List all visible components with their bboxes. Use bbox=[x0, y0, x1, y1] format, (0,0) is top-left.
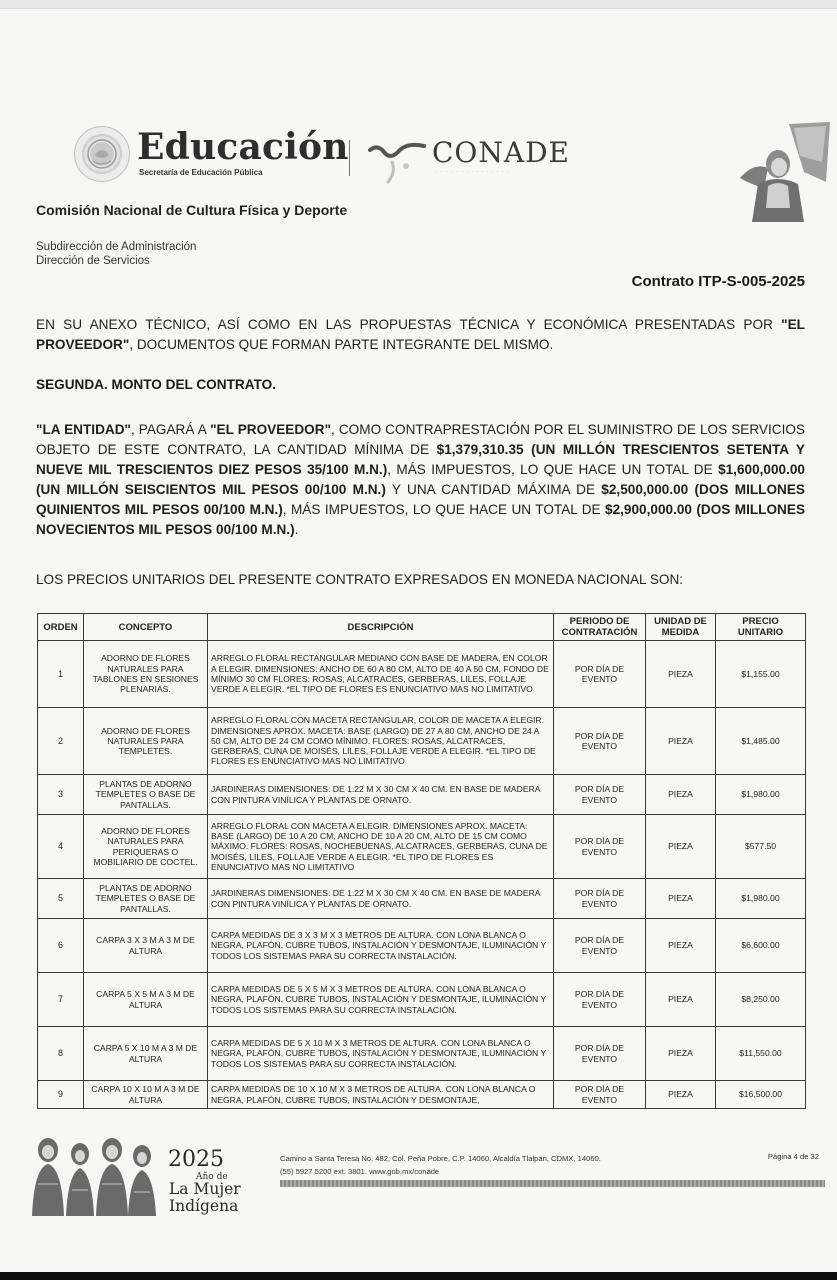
cell-precio: $11,550.00 bbox=[716, 1027, 806, 1081]
conade-logo-title: CONADE bbox=[432, 136, 570, 169]
cell-unidad: PIEZA bbox=[646, 708, 716, 775]
provider-term: "EL PROVEEDOR" bbox=[36, 317, 805, 352]
cell-precio: $16,500.00 bbox=[716, 1081, 806, 1109]
cell-precio: $6,600.00 bbox=[716, 919, 806, 973]
footer-mujer-line1: La Mujer bbox=[169, 1180, 241, 1198]
cell-unidad: PIEZA bbox=[646, 1027, 716, 1081]
annex-text-c: , DOCUMENTOS QUE FORMAN PARTE INTEGRANTE DEL MISMO. bbox=[129, 337, 554, 352]
amount-text-4: , COMO CONTRAPRESTACIÓN POR EL SUMINISTRO DE LOS SERVICIOS OBJETO DE ESTE CONTRATO, LA CANTIDAD MÍNIMA DE bbox=[36, 422, 805, 457]
direccion-label: Dirección de Servicios bbox=[36, 255, 150, 267]
amount-text-12: . bbox=[294, 522, 299, 537]
header-unidad: UNIDAD DE MEDIDA bbox=[646, 614, 716, 641]
cell-descripcion: CARPA MEDIDAS DE 3 X 3 M X 3 METROS DE ALTURA. CON LONA BLANCA O NEGRA, PLAFÓN, CUBRE TUBOS, INSTALACIÓN Y DESMONTAJE, ILUMINACIÓN Y TODOS LOS SISTEMAS PARA SU CORRECTA INSTALACIÓN. bbox=[208, 919, 554, 973]
cell-orden: 5 bbox=[38, 879, 84, 919]
annex-paragraph bbox=[36, 315, 805, 355]
maximum-total: $2,900,000.00 (DOS MILLONES NOVECIENTOS MIL PESOS 00/100 M.N.) bbox=[36, 502, 806, 537]
cell-concepto: ADORNO DE FLORES NATURALES PARA TABLONES EN SESIONES PLENARIAS. bbox=[84, 641, 208, 708]
header-orden: ORDEN bbox=[38, 614, 84, 641]
amount-text-2: , PAGARÁ A bbox=[130, 422, 211, 437]
amount-text-10: , MÁS IMPUESTOS, LO QUE HACE UN TOTAL DE bbox=[282, 502, 606, 517]
cell-descripcion: ARREGLO FLORAL CON MACETA A ELEGIR. DIMENSIONES APROX. MACETA: BASE (LARGO) DE 10 A 20 CM, ANCHO DE 10 A 20 CM, ALTO DE 15 CM COMO MÁXIMO. FLORES: ROSAS, NOCHEBUENAS, ALCATRACES, GERBERAS, CUNA DE MOISÉS, LILES, FOLLAJE VERDE A ELEGIR. *EL TIPO DE FLORES ES ENUNCIATIVO MAS NO LIMITATIVO bbox=[208, 815, 554, 879]
entity-term: "LA ENTIDAD" bbox=[36, 422, 131, 437]
footer-decorative-band bbox=[280, 1180, 825, 1187]
cell-descripcion: ARREGLO FLORAL RECTANGULAR MEDIANO CON BASE DE MADERA, EN COLOR A ELEGIR. DIMENSIONES: ANCHO DE 60 A 80 CM, ALTO DE 40 A 50 CM, FONDO DE MÍNIMO 30 CM FLORES: ROSAS, ALCATRACES, GERBERAS, LILES, FOLLAJE VERDE A ELEGIR. *EL TIPO DE FLORES ES ENUNCIATIVO MAS NO LIMITATIVO bbox=[208, 641, 554, 708]
cell-precio: $1,155.00 bbox=[716, 641, 806, 708]
commission-name: Comisión Nacional de Cultura Física y Deporte bbox=[36, 202, 348, 218]
cell-descripcion: ARREGLO FLORAL CON MACETA RECTANGULAR, COLOR DE MACETA A ELEGIR. DIMENSIONES APROX. MACETA: BASE (LARGO) DE 27 A 80 CM, ANCHO DE 24 A 50 CM, ALTO DE 24 CM COMO MÍNIMO. FLORES: ROSAS, ALCATRACES, GERBERAS, CUNA DE MOISÉS, LILES, FOLLAJE VERDE A ELEGIR. *EL TIPO DE FLORES ES ENUNCIATIVO MAS NO LIMITATIVO bbox=[208, 708, 554, 775]
cell-orden: 3 bbox=[38, 775, 84, 815]
footer-ano-de: Año de bbox=[196, 1172, 228, 1182]
table-row bbox=[38, 1081, 806, 1109]
footer-address bbox=[280, 1152, 601, 1178]
cell-periodo: POR DÍA DE EVENTO bbox=[554, 1027, 646, 1081]
unit-price-table bbox=[37, 613, 806, 1109]
footer-address-line: Camino a Santa Teresa No. 482, Col. Peña Pobre, C.P. 14060, Alcaldía Tlalpan, CDMX, 14060. bbox=[280, 1154, 601, 1163]
cell-descripcion: JARDINERAS DIMENSIONES: DE 1.22 M X 30 CM X 40 CM. EN BASE DE MADERA CON PINTURA VINÍLICA Y PLANTAS DE ORNATO. bbox=[208, 775, 554, 815]
cell-concepto: CARPA 10 X 10 M A 3 M DE ALTURA bbox=[84, 1081, 208, 1109]
cell-unidad: PIEZA bbox=[646, 1081, 716, 1109]
cell-orden: 8 bbox=[38, 1027, 84, 1081]
minimum-total: $1,600,000.00 (UN MILLÓN SEISCIENTOS MIL PESOS 00/100 M.N.) bbox=[36, 462, 805, 497]
contract-number: Contrato ITP-S-005-2025 bbox=[631, 273, 805, 290]
cell-orden: 1 bbox=[38, 641, 84, 708]
cell-concepto: ADORNO DE FLORES NATURALES PARA TEMPLETES. bbox=[84, 708, 208, 775]
cell-descripcion: JARDINERAS DIMENSIONES: DE 1.22 M X 30 CM X 40 CM. EN BASE DE MADERA CON PINTURA VINÍLICA Y PLANTAS DE ORNATO. bbox=[208, 879, 554, 919]
table-row bbox=[38, 1027, 806, 1081]
cell-precio: $1,980.00 bbox=[716, 775, 806, 815]
cell-unidad: PIEZA bbox=[646, 641, 716, 708]
cell-orden: 4 bbox=[38, 815, 84, 879]
cell-precio: $577.50 bbox=[716, 815, 806, 879]
amount-text-8: Y UNA CANTIDAD MÁXIMA DE bbox=[385, 482, 602, 497]
cell-precio: $1,485.00 bbox=[716, 708, 806, 775]
table-row bbox=[38, 708, 806, 775]
table-row bbox=[38, 879, 806, 919]
header-periodo: PERIODO DE CONTRATACIÓN bbox=[554, 614, 646, 641]
table-row bbox=[38, 973, 806, 1027]
conade-logo-icon bbox=[366, 136, 430, 186]
footer-contact-line: (55) 5927 5200 ext. 3801. www.gob.mx/conade bbox=[280, 1167, 440, 1176]
footer-mujer-indigena bbox=[169, 1181, 241, 1215]
indigenous-women-illustration-icon bbox=[28, 1128, 160, 1216]
table-row bbox=[38, 919, 806, 973]
national-seal-icon bbox=[74, 126, 130, 182]
heroine-portrait-icon bbox=[734, 122, 834, 226]
cell-orden: 9 bbox=[38, 1081, 84, 1109]
cell-periodo: POR DÍA DE EVENTO bbox=[554, 1081, 646, 1109]
cell-unidad: PIEZA bbox=[646, 973, 716, 1027]
cell-orden: 6 bbox=[38, 919, 84, 973]
amount-paragraph bbox=[36, 420, 805, 540]
cell-unidad: PIEZA bbox=[646, 815, 716, 879]
header-concepto: CONCEPTO bbox=[84, 614, 208, 641]
table-row bbox=[38, 641, 806, 708]
cell-descripcion: CARPA MEDIDAS DE 5 X 5 M X 3 METROS DE ALTURA. CON LONA BLANCA O NEGRA, PLAFÓN, CUBRE TUBOS, INSTALACIÓN Y DESMONTAJE, ILUMINACIÓN Y TODOS LOS SISTEMAS PARA SU CORRECTA INSTALACIÓN. bbox=[208, 973, 554, 1027]
logo-divider bbox=[349, 140, 350, 176]
minimum-amount: $1,379,310.35 (UN MILLÓN TRESCIENTOS SETENTA Y NUEVE MIL TRESCIENTOS DIEZ PESOS 35/100 M.N.) bbox=[36, 442, 805, 477]
top-edge bbox=[0, 0, 837, 9]
maximum-amount: $2,500,000.00 (DOS MILLONES QUINIENTOS MIL PESOS 00/100 M.N.) bbox=[36, 482, 805, 517]
cell-descripcion: CARPA MEDIDAS DE 5 X 10 M X 3 METROS DE ALTURA. CON LONA BLANCA O NEGRA, PLAFÓN, CUBRE TUBOS, INSTALACIÓN Y DESMONTAJE, ILUMINACIÓN Y TODOS LOS SISTEMAS PARA SU CORRECTA INSTALACIÓN. bbox=[208, 1027, 554, 1081]
table-header-row bbox=[38, 614, 806, 641]
cell-orden: 7 bbox=[38, 973, 84, 1027]
cell-concepto: CARPA 3 X 3 M A 3 M DE ALTURA bbox=[84, 919, 208, 973]
header-descripcion: DESCRIPCIÓN bbox=[208, 614, 554, 641]
cell-concepto: PLANTAS DE ADORNO TEMPLETES O BASE DE PANTALLAS. bbox=[84, 775, 208, 815]
department-block bbox=[36, 240, 196, 268]
cell-concepto: PLANTAS DE ADORNO TEMPLETES O BASE DE PANTALLAS. bbox=[84, 879, 208, 919]
conade-logo-tagline: · · · · · · · · · · · · · · · bbox=[436, 169, 510, 175]
page-number: Página 4 de 32 bbox=[767, 1152, 819, 1161]
amount-text-6: , MÁS IMPUESTOS, LO QUE HACE UN TOTAL DE bbox=[387, 462, 719, 477]
annex-text-a: EN SU ANEXO TÉCNICO, ASÍ COMO EN LAS PROPUESTAS TÉCNICA Y ECONÓMICA PRESENTADAS POR bbox=[36, 317, 782, 332]
cell-periodo: POR DÍA DE EVENTO bbox=[554, 708, 646, 775]
cell-orden: 2 bbox=[38, 708, 84, 775]
footer-year: 2025 bbox=[168, 1147, 224, 1172]
cell-precio: $8,250.00 bbox=[716, 973, 806, 1027]
cell-concepto: ADORNO DE FLORES NATURALES PARA PERIQUERAS O MOBILIARIO DE COCTEL. bbox=[84, 815, 208, 879]
section-heading: SEGUNDA. MONTO DEL CONTRATO. bbox=[36, 377, 276, 392]
table-row bbox=[38, 815, 806, 879]
cell-periodo: POR DÍA DE EVENTO bbox=[554, 775, 646, 815]
cell-periodo: POR DÍA DE EVENTO bbox=[554, 919, 646, 973]
education-logo-subtitle: Secretaría de Educación Pública bbox=[139, 168, 263, 177]
footer-mujer-line2: Indígena bbox=[169, 1197, 239, 1215]
cell-descripcion: CARPA MEDIDAS DE 10 X 10 M X 3 METROS DE ALTURA. CON LONA BLANCA O NEGRA, PLAFÓN, CUBRE TUBOS, INSTALACIÓN Y DESMONTAJE, bbox=[208, 1081, 554, 1109]
education-logo-title: Educación bbox=[137, 126, 349, 168]
cell-unidad: PIEZA bbox=[646, 919, 716, 973]
cell-unidad: PIEZA bbox=[646, 775, 716, 815]
subdireccion-label: Subdirección de Administración bbox=[36, 241, 197, 253]
provider-term-2: "EL PROVEEDOR" bbox=[210, 422, 332, 437]
header-precio: PRECIO UNITARIO bbox=[716, 614, 806, 641]
cell-periodo: POR DÍA DE EVENTO bbox=[554, 641, 646, 708]
prices-intro: LOS PRECIOS UNITARIOS DEL PRESENTE CONTRATO EXPRESADOS EN MONEDA NACIONAL SON: bbox=[36, 572, 684, 587]
cell-periodo: POR DÍA DE EVENTO bbox=[554, 879, 646, 919]
cell-precio: $1,980.00 bbox=[716, 879, 806, 919]
cell-concepto: CARPA 5 X 10 M A 3 M DE ALTURA bbox=[84, 1027, 208, 1081]
cell-concepto: CARPA 5 X 5 M A 3 M DE ALTURA bbox=[84, 973, 208, 1027]
cell-periodo: POR DÍA DE EVENTO bbox=[554, 815, 646, 879]
cell-periodo: POR DÍA DE EVENTO bbox=[554, 973, 646, 1027]
table-row bbox=[38, 775, 806, 815]
cell-unidad: PIEZA bbox=[646, 879, 716, 919]
